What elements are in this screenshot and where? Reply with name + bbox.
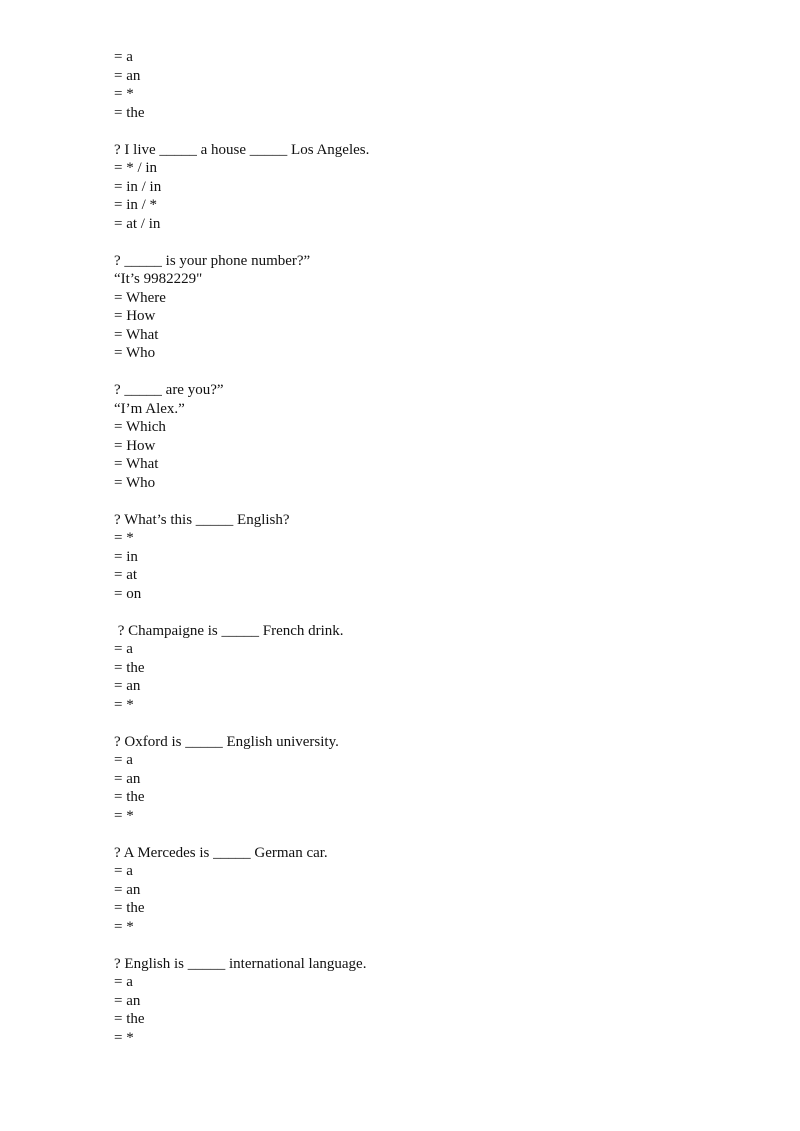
question-text: ? _____ are you?”: [114, 382, 224, 398]
answer-option: = *: [114, 1029, 134, 1046]
question-response: “It’s 9982229": [114, 271, 203, 287]
question-block: [114, 511, 754, 604]
block-spacer: [114, 936, 754, 955]
answer-option: = an: [114, 678, 141, 694]
answer-option: = at: [114, 567, 138, 583]
answer-option: = a: [114, 49, 133, 65]
answer-option: = Who: [114, 474, 156, 491]
question-block: [114, 381, 754, 492]
answer-option: = Where: [114, 289, 166, 306]
block-spacer: [114, 714, 754, 733]
question-response: “I’m Alex.”: [114, 400, 185, 417]
answer-option: = in / in: [114, 178, 162, 195]
answer-option: = an: [114, 770, 141, 787]
answer-option: = a: [114, 974, 133, 990]
answer-option: = a: [114, 863, 133, 879]
answer-option: = How: [114, 437, 156, 454]
question-text: ? Oxford is _____ English university.: [114, 733, 339, 750]
question-text: ? English is _____ international language.: [114, 955, 367, 972]
answer-option: = a: [114, 752, 133, 768]
answer-option: = an: [114, 881, 141, 898]
answer-option: = a: [114, 641, 133, 657]
block-spacer: [114, 603, 754, 622]
block-spacer: [114, 363, 754, 382]
answer-option: = the: [114, 789, 145, 805]
question-block: [114, 733, 754, 826]
question-block: [114, 844, 754, 937]
answer-option: = What: [114, 456, 159, 472]
answer-option: = in / *: [114, 197, 158, 213]
answer-option: = the: [114, 900, 145, 916]
answer-option: = What: [114, 326, 159, 343]
answer-option: = *: [114, 918, 134, 935]
block-spacer: [114, 492, 754, 511]
question-block: [114, 622, 754, 715]
question-text: ? _____ is your phone number?”: [114, 252, 311, 269]
question-block: [114, 48, 754, 122]
answer-option: = *: [114, 530, 134, 546]
answer-option: = an: [114, 67, 141, 84]
block-spacer: [114, 233, 754, 252]
answer-option: = Who: [114, 345, 156, 361]
question-block: [114, 141, 754, 234]
answer-option: = the: [114, 659, 145, 676]
answer-option: = *: [114, 807, 134, 824]
question-text: ? What’s this _____ English?: [114, 511, 290, 528]
block-spacer: [114, 825, 754, 844]
answer-option: = an: [114, 992, 141, 1009]
document-page: [114, 48, 754, 1047]
question-block: [114, 955, 754, 1048]
answer-option: = on: [114, 585, 142, 602]
answer-option: = * / in: [114, 160, 158, 176]
block-spacer: [114, 122, 754, 141]
answer-option: = Which: [114, 419, 166, 435]
answer-option: = *: [114, 696, 134, 713]
answer-option: = *: [114, 86, 134, 102]
answer-option: = at / in: [114, 215, 161, 232]
question-block: [114, 252, 754, 363]
answer-option: = How: [114, 308, 156, 324]
answer-option: = the: [114, 1011, 145, 1027]
question-text: ? I live _____ a house _____ Los Angeles.: [114, 141, 370, 158]
question-text: ? Champaigne is _____ French drink.: [114, 622, 344, 639]
answer-option: = in: [114, 548, 138, 565]
answer-option: = the: [114, 104, 145, 121]
question-text: ? A Mercedes is _____ German car.: [114, 844, 328, 861]
